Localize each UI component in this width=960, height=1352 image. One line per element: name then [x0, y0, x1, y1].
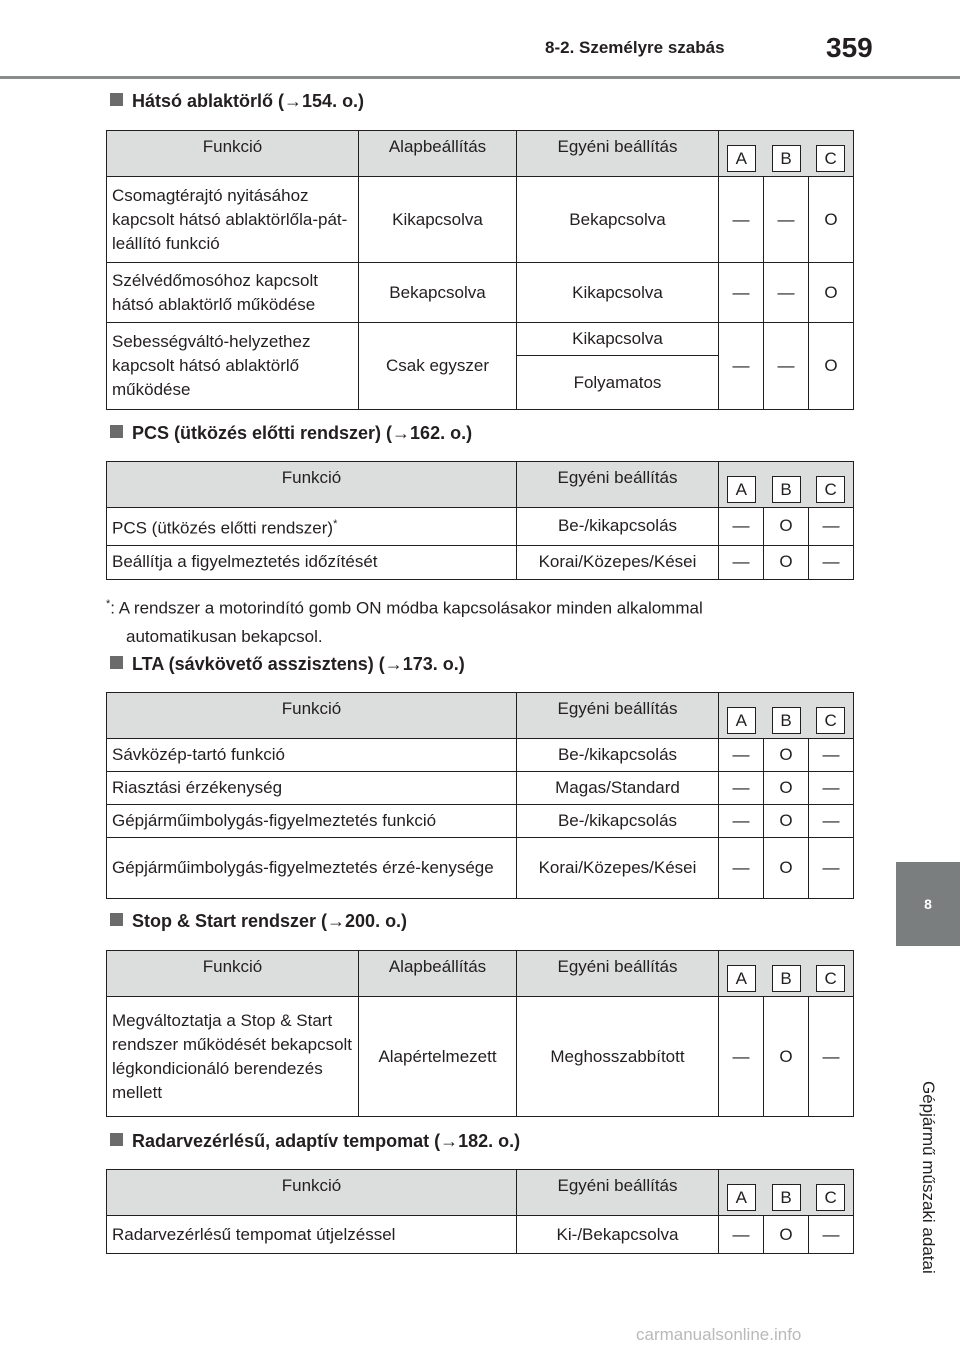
- col-header-abc: [719, 693, 854, 739]
- box-c: C: [816, 1184, 845, 1211]
- col-header-abc: [719, 131, 854, 177]
- col-header-custom: Egyéni beállítás: [517, 1170, 719, 1216]
- lta-table: [106, 692, 854, 899]
- table-row: Csomagtérajtó nyitásához kapcsolt hátsó ablaktörlőla-pát-leállító funkció Kikapcsolva Bekapcsolva — — O: [107, 177, 854, 263]
- section-title-rear-wiper: Hátsó ablaktörlő (→154. o.): [110, 91, 364, 112]
- col-header-function: Funkció: [107, 693, 517, 739]
- col-header-function: Funkció: [107, 951, 359, 997]
- table-row: Szélvédőmosóhoz kapcsolt hátsó ablaktörlő működése Bekapcsolva Kikapcsolva — — O: [107, 263, 854, 323]
- table-row: Megváltoztatja a Stop & Start rendszer működését bekapcsolt légkondicionáló berendezés mellett Alapértelmezett Meghosszabbított — O —: [107, 997, 854, 1117]
- table-row: Sebességváltó-helyzethez kapcsolt hátsó ablaktörlő működése Csak egyszer Kikapcsolva — — O: [107, 323, 854, 356]
- rear-wiper-table: [106, 130, 854, 410]
- table-row: Gépjárműimbolygás-figyelmeztetés funkció Be-/kikapcsolás — O —: [107, 805, 854, 838]
- table-row: Gépjárműimbolygás-figyelmeztetés érzé-kenysége Korai/Közepes/Kései — O —: [107, 838, 854, 899]
- col-header-custom: Egyéni beállítás: [517, 462, 719, 508]
- box-b: B: [772, 965, 801, 992]
- radar-cruise-table: [106, 1169, 854, 1254]
- col-header-function: Funkció: [107, 462, 517, 508]
- col-header-function: Funkció: [107, 131, 359, 177]
- box-b: B: [772, 1184, 801, 1211]
- box-b: B: [772, 707, 801, 734]
- footnote: *: A rendszer a motorindító gomb ON módba kapcsolásakor minden alkalommal automatikusan bekapcsol.: [106, 598, 703, 646]
- box-c: C: [816, 145, 845, 172]
- col-header-default: Alapbeállítás: [359, 951, 517, 997]
- table-row: PCS (ütközés előtti rendszer)* Be-/kikapcsolás — O —: [107, 508, 854, 546]
- box-c: C: [816, 476, 845, 503]
- bullet-square-icon: [110, 913, 123, 926]
- box-c: C: [816, 707, 845, 734]
- stop-start-table: [106, 950, 854, 1117]
- col-header-abc: [719, 462, 854, 508]
- section-title-stop-start: Stop & Start rendszer (→200. o.): [110, 911, 407, 932]
- box-b: B: [772, 476, 801, 503]
- page-number: 359: [826, 32, 873, 63]
- bullet-square-icon: [110, 425, 123, 438]
- box-a: A: [727, 145, 756, 172]
- col-header-custom: Egyéni beállítás: [517, 131, 719, 177]
- box-a: A: [727, 476, 756, 503]
- chapter-title: Gépjármű műszaki adatai: [919, 1081, 938, 1274]
- box-b: B: [772, 145, 801, 172]
- section-header: 8-2. Személyre szabás: [545, 38, 725, 57]
- col-header-custom: Egyéni beállítás: [517, 693, 719, 739]
- pcs-table: [106, 461, 854, 580]
- table-row: Folyamatos: [107, 356, 854, 410]
- chapter-tab[interactable]: 8: [896, 862, 960, 946]
- col-header-abc: [719, 951, 854, 997]
- col-header-custom: Egyéni beállítás: [517, 951, 719, 997]
- table-row: Radarvezérlésű tempomat útjelzéssel Ki-/Bekapcsolva — O —: [107, 1216, 854, 1254]
- bullet-square-icon: [110, 1133, 123, 1146]
- header-rule: [0, 76, 960, 79]
- box-c: C: [816, 965, 845, 992]
- bullet-square-icon: [110, 656, 123, 669]
- col-header-abc: [719, 1170, 854, 1216]
- bullet-square-icon: [110, 93, 123, 106]
- table-row: Riasztási érzékenység Magas/Standard — O —: [107, 772, 854, 805]
- table-row: Beállítja a figyelmeztetés időzítését Korai/Közepes/Kései — O —: [107, 545, 854, 579]
- box-a: A: [727, 965, 756, 992]
- col-header-default: Alapbeállítás: [359, 131, 517, 177]
- table-row: Sávközép-tartó funkció Be-/kikapcsolás — O —: [107, 739, 854, 772]
- box-a: A: [727, 707, 756, 734]
- box-a: A: [727, 1184, 756, 1211]
- section-title-pcs: PCS (ütközés előtti rendszer) (→162. o.): [110, 423, 472, 444]
- watermark: carmanualsonline.info: [636, 1325, 802, 1344]
- section-title-lta: LTA (sávkövető asszisztens) (→173. o.): [110, 654, 465, 675]
- col-header-function: Funkció: [107, 1170, 517, 1216]
- section-title-radar-cruise: Radarvezérlésű, adaptív tempomat (→182. o.): [110, 1131, 520, 1152]
